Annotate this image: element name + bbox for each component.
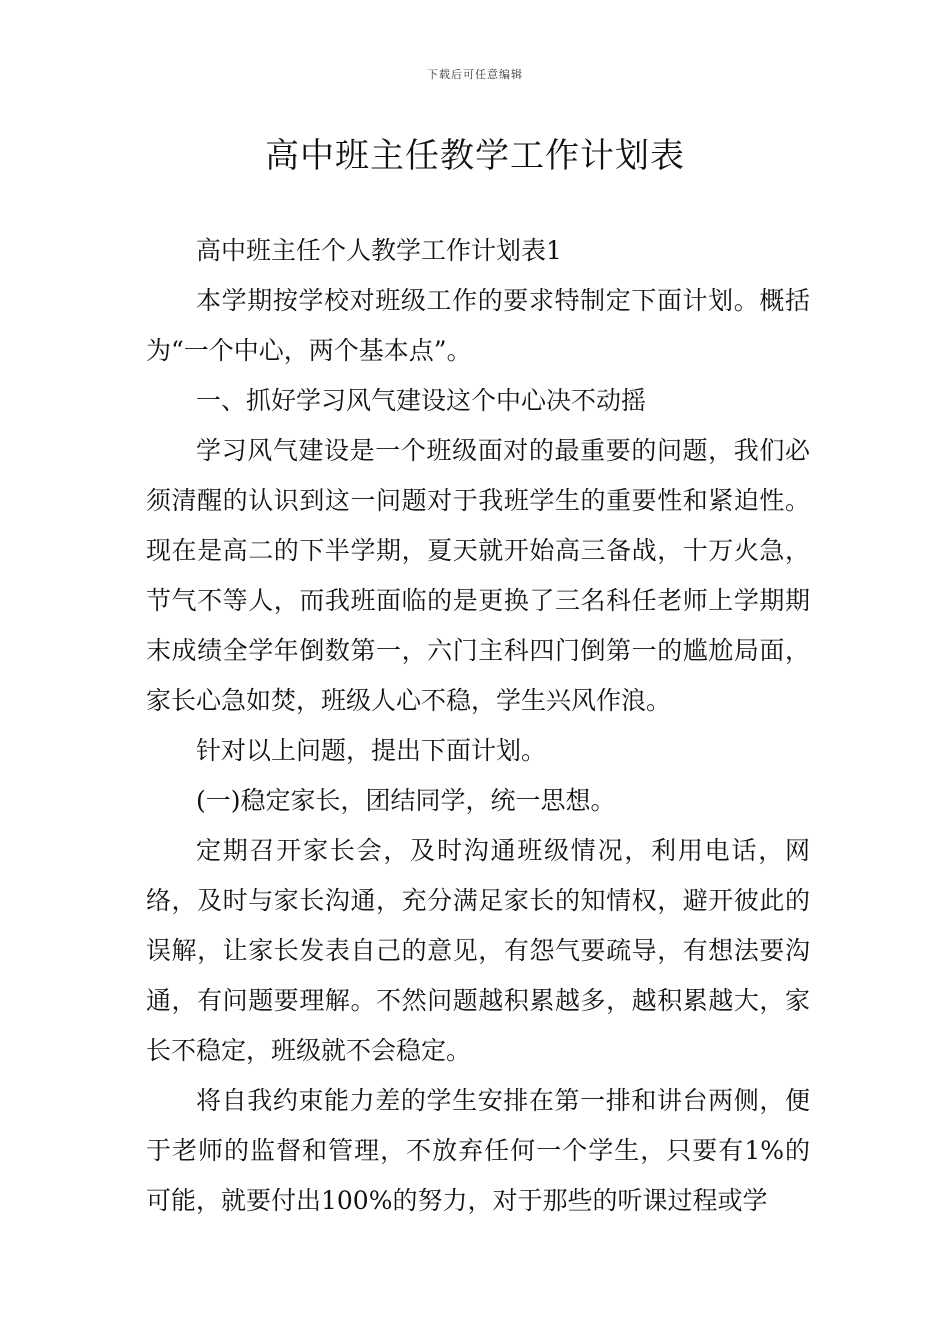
document-title: 高中班主任教学工作计划表 — [265, 136, 685, 176]
document-body — [146, 226, 810, 1226]
paragraph-subtitle: 高中班主任个人教学工作计划表1 — [196, 236, 562, 265]
paragraph-plan-intro: 针对以上问题，提出下面计划。 — [196, 736, 547, 765]
paragraph-seating: 将自我约束能力差的学生安排在第一排和讲台两侧，便于老师的监督和管理，不放弃任何一个学生，只要有1%的可能，就要付出100%的努力，对于那些的听课过程或学 — [146, 1086, 810, 1215]
paragraph-study-atmosphere: 学习风气建设是一个班级面对的最重要的问题，我们必须清醒的认识到这一问题对于我班学生的重要性和紧迫性。现在是高二的下半学期，夏天就开始高三备战，十万火急，节气不等人，而我班面临的是更换了三名科任老师上学期期末成绩全学年倒数第一，六门主科四门倒第一的尴尬局面，家长心急如焚，班级人心不稳，学生兴风作浪。 — [146, 436, 810, 715]
paragraph-parents-meeting: 定期召开家长会，及时沟通班级情况，利用电话，网络，及时与家长沟通，充分满足家长的知情权，避开彼此的误解，让家长发表自己的意见，有怨气要疏导，有想法要沟通，有问题要理解。不然问题越积累越多，越积累越大，家长不稳定，班级就不会稳定。 — [146, 836, 810, 1065]
header-note: 下载后可任意编辑 — [427, 68, 523, 81]
paragraph-intro: 本学期按学校对班级工作的要求特制定下面计划。概括为“一个中心，两个基本点”。 — [146, 286, 810, 365]
section-heading-1: 一、抓好学习风气建设这个中心决不动摇 — [196, 386, 647, 415]
subsection-heading-1: (一)稳定家长，团结同学，统一思想。 — [196, 786, 616, 815]
